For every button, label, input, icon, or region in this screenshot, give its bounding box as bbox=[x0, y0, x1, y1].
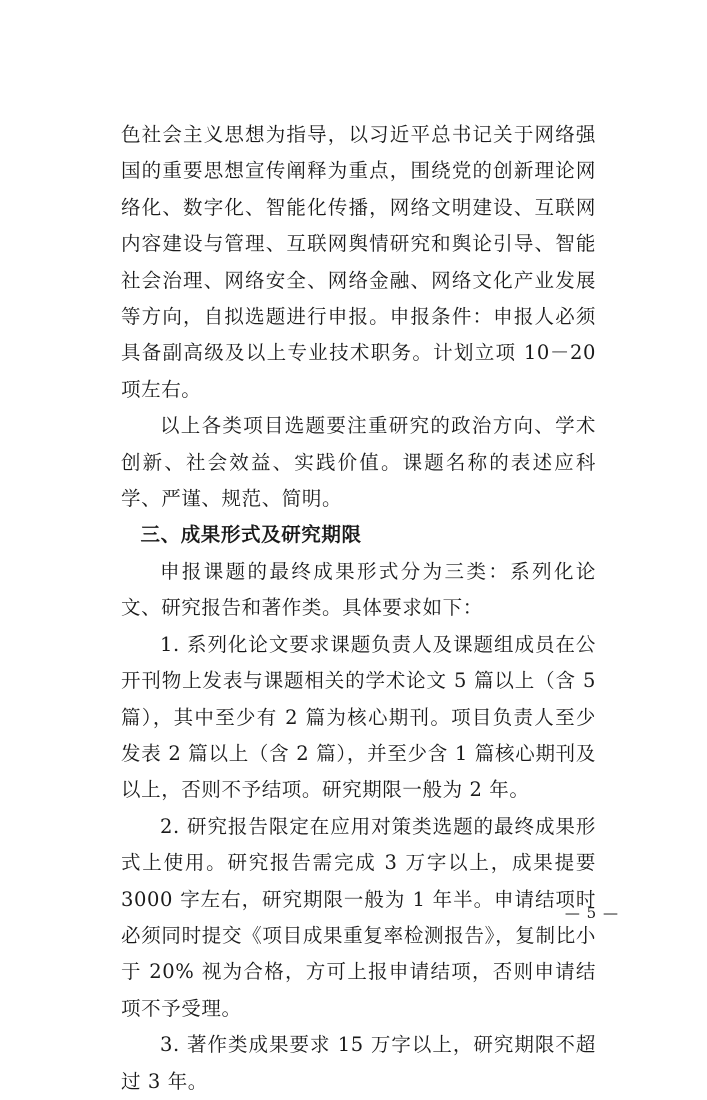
document-body bbox=[121, 117, 596, 1100]
paragraph-item-2-reports: 2. 研究报告限定在应用对策类选题的最终成果形式上使用。研究报告需完成 3 万字以上，成果提要 3000 字左右，研究期限一般为 1 年半。申请结项时必须同时提交《项目成果重复率检测报告》，复制比小于 20% 视为合格，方可上报申请结项，否则申请结项不予受理。 bbox=[121, 814, 596, 1020]
section-heading-results-and-period: 三、成果形式及研究期限 bbox=[140, 523, 362, 547]
paragraph-continuation: 色社会主义思想为指导，以习近平总书记关于网络强国的重要思想宣传阐释为重点，围绕党的创新理论网络化、数字化、智能化传播，网络文明建设、互联网内容建设与管理、互联网舆情研究和舆论引导、智能社会治理、网络安全、网络金融、网络文化产业发展等方向，自拟选题进行申报。申报条件：申报人必须具备副高级及以上专业技术职务。计划立项 10－20 项左右。 bbox=[121, 123, 596, 401]
paragraph-item-1-papers: 1. 系列化论文要求课题负责人及课题组成员在公开刊物上发表与课题相关的学术论文 5 篇以上（含 5 篇），其中至少有 2 篇为核心期刊。项目负责人至少发表 2 篇以上（含 2 篇），并至少含 1 篇核心期刊及以上，否则不予结项。研究期限一般为 2 年。 bbox=[121, 632, 596, 802]
paragraph-item-3-books: 3. 著作类成果要求 15 万字以上，研究期限不超过 3 年。 bbox=[121, 1033, 596, 1093]
paragraph-result-types: 申报课题的最终成果形式分为三类：系列化论文、研究报告和著作类。具体要求如下： bbox=[121, 559, 596, 620]
page-number: — 5 — bbox=[564, 904, 619, 922]
paragraph-project-requirements: 以上各类项目选题要注重研究的政治方向、学术创新、社会效益、实践价值。课题名称的表述应科学、严谨、规范、简明。 bbox=[121, 414, 596, 511]
